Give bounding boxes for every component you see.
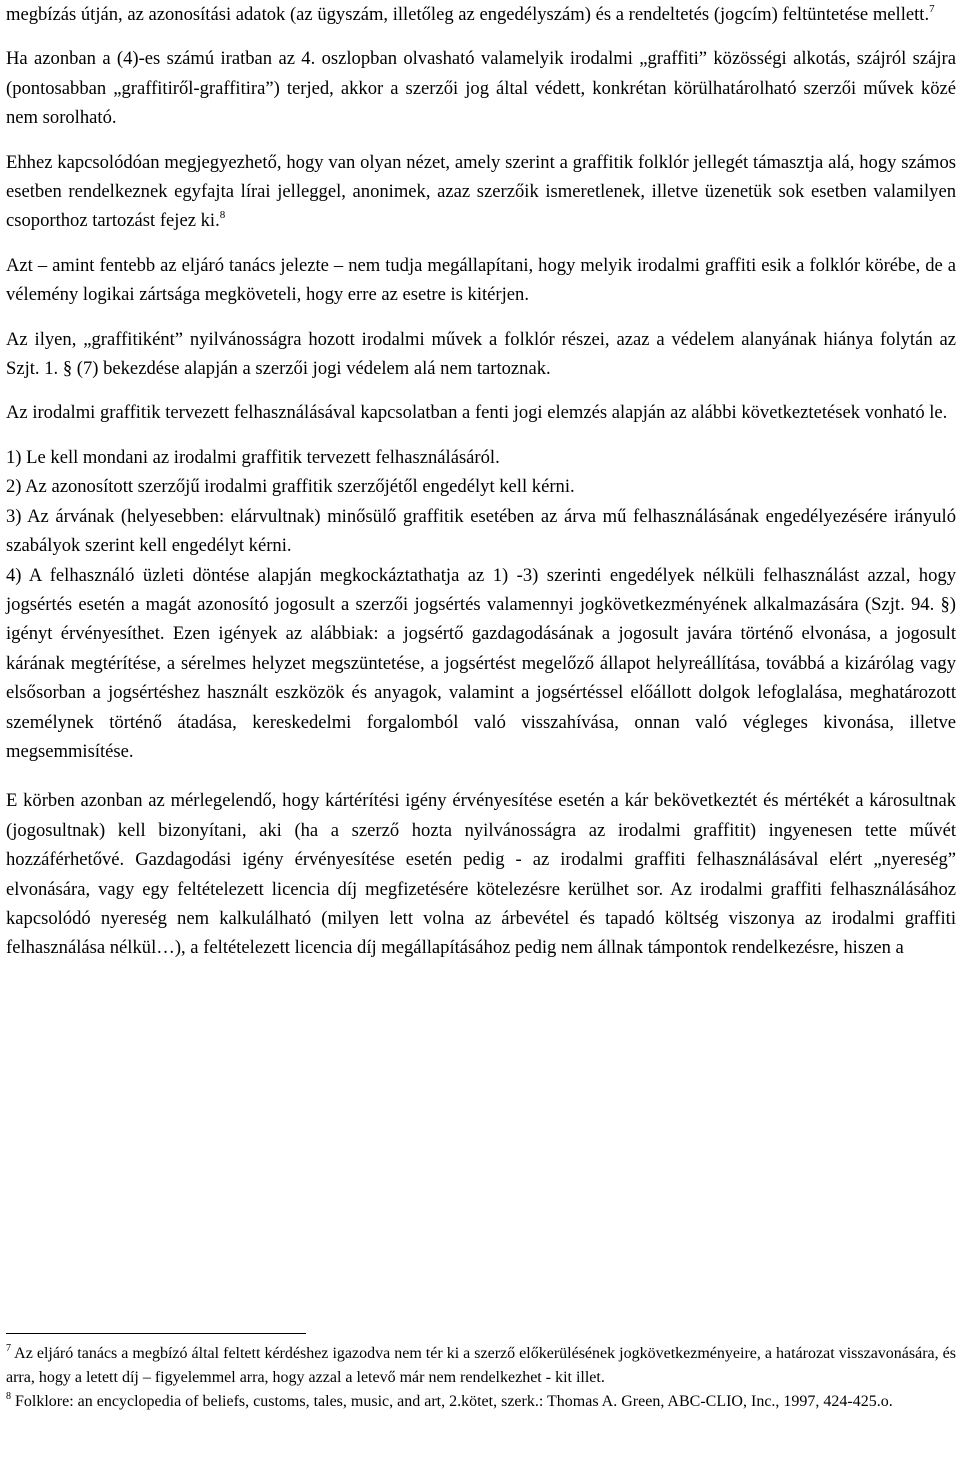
- document-body: [6, 0, 956, 963]
- paragraph-7: E körben azonban az mérlegelendő, hogy kártérítési igény érvényesítése esetén a kár bekövetkeztét és mértékét a károsultnak (jogosultnak) kell bizonyítani, aki (ha a szerző hozta nyilvánosságra az irodalmi graffitit) ingyenesen tette művét hozzáférhetővé. Gazdagodási igény érvényesítése esetén pedig - az irodalmi graffiti felhasználásával elért „nyereség” elvonására, vagy egy feltételezett licencia díj megfizetésére kötelezésre kerülhet sor. Az irodalmi graffiti felhasználásához kapcsolódó nyereség nem kalkulálható (milyen lett volna az árbevétel és tapadó költség viszonya az irodalmi graffiti felhasználása nélkül…), a feltételezett licencia díj megállapításához pedig nem állnak támpontok rendelkezésre, hiszen a: [6, 790, 956, 959]
- paragraph-6: Az irodalmi graffitik tervezett felhasználásával kapcsolatban a fenti jogi elemzés alapján az alábbi következtetések vonható le.: [6, 402, 948, 424]
- list-item: 4) A felhasználó üzleti döntése alapján megkockáztathatja az 1) -3) szerinti engedélyek nélküli felhasználást azzal, hogy jogsértés esetén a magát azonosító jogosult a szerzői jogsértés valamennyi jogkövetkezményének alkalmazására (Szjt. 94. §) igényt érvényesíthet. Ezen igények az alábbiak: a jogsértő gazdagodásának a jogosult javára történő elvonása, a jogosult kárának megtérítése, a sérelmes helyzet megszüntetése, a jogsértést megelőző állapot helyreállítása, továbbá a kizárólag vagy elsősorban a jogsértéshez használt eszközök és anyagok, valamint a jogsértéssel előállott dolgok lefoglalása, meghatározott személynek történő átadása, kereskedelmi forgalomból való visszahívása, onnan való végleges kivonása, illetve megsemmisítése.: [6, 564, 956, 762]
- footnotes: [6, 1333, 956, 1414]
- footnote-ref-8[interactable]: 8: [219, 209, 226, 222]
- paragraph-1: megbízás útján, az azonosítási adatok (az ügyszám, illetőleg az engedélyszám) és a rendeltetés (jogcím) feltüntetése mellett.$^7$: [6, 3, 935, 25]
- paragraph-5: Az ilyen, „graffitiként” nyilvánosságra hozott irodalmi művek a folklór részei, azaz a védelem alanyának hiánya folytán az Szjt. 1. § (7) bekezdése alapján a szerzői jogi védelem alá nem tartoznak.: [6, 328, 956, 380]
- list-item: 1) Le kell mondani az irodalmi graffitik tervezett felhasználásáról.: [6, 446, 500, 468]
- paragraph-3: Ehhez kapcsolódóan megjegyezhető, hogy van olyan nézet, amely szerint a graffitik folklór jellegét támasztja alá, hogy számos esetben rendelkeznek egyfajta lírai jelleggel, anonimek, azaz szerzőik ismeretlenek, illetve üzenetük sok esetben valamilyen csoporthoz tartozást fejez ki.$^8$: [6, 151, 956, 232]
- footnote-7: $^7$ Az eljáró tanács a megbízó által feltett kérdéshez igazodva nem tér ki a szerző előkerülésének jogkövetkezményeire, a határozat visszavonására, és arra, hogy a letett díj – figyelemmel arra, hogy azzal a letevő már nem rendelkezhet - kit illet.: [6, 1343, 957, 1386]
- footnote-8: $^8$ Folklore: an encyclopedia of beliefs, customs, tales, music, and art, 2.kötet, szerk.: Thomas A. Green, ABC-CLIO, Inc., 1997, 424-425.o.: [6, 1391, 893, 1410]
- paragraph-2: Ha azonban a (4)-es számú iratban az 4. oszlopban olvasható valamelyik irodalmi „graffiti” közösségi alkotás, szájról szájra (pontosabban „graffitiről-graffitira”) terjed, akkor a szerzői jog által védett, konkrétan körülhatárolható szerzői művek közé nem sorolható.: [6, 48, 956, 129]
- list-item: 3) Az árvának (helyesebben: elárvultnak) minősülő graffitik esetében az árva mű felhasználásának engedélyezésére irányuló szabályok szerint kell engedélyt kérni.: [6, 505, 956, 557]
- list-item: 2) Az azonosított szerzőjű irodalmi graffitik szerzőjétől engedélyt kell kérni.: [6, 476, 575, 498]
- footnote-ref-7[interactable]: 7: [929, 3, 935, 15]
- footnote-divider: [6, 1333, 306, 1334]
- paragraph-4: Azt – amint fentebb az eljáró tanács jelezte – nem tudja megállapítani, hogy melyik irodalmi graffiti esik a folklór körébe, de a vélemény logikai zártsága megköveteli, hogy erre az esetre is kitérjen.: [6, 254, 956, 306]
- conclusion-list: [6, 443, 956, 766]
